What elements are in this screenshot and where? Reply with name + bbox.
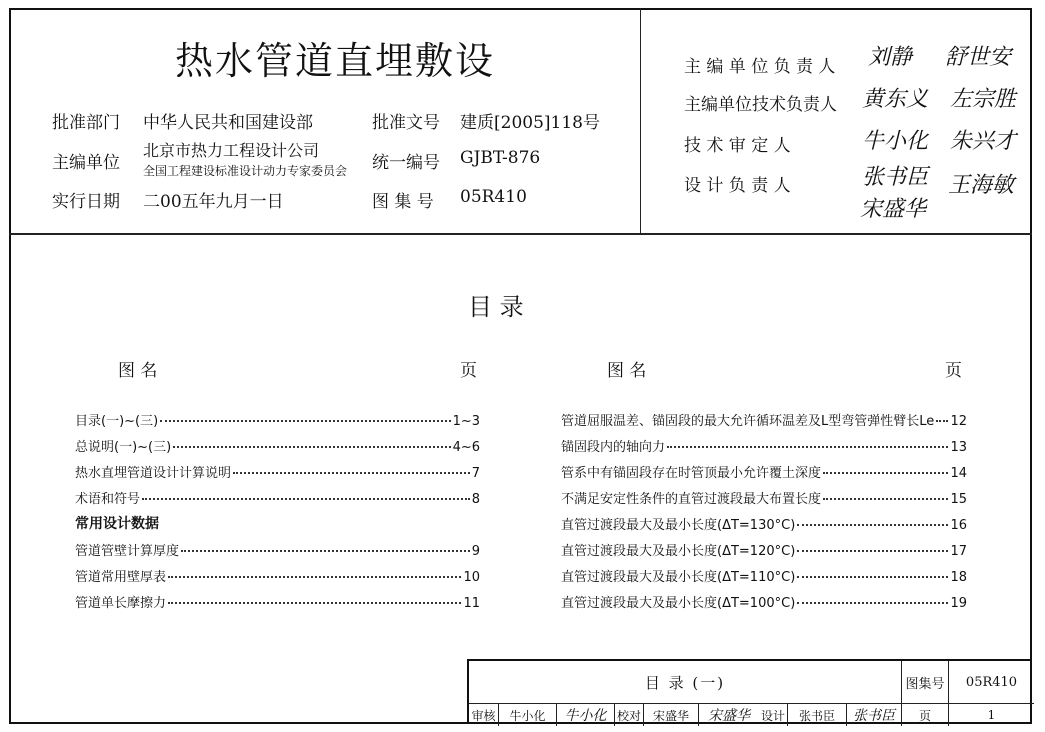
review-signature: 牛小化 (557, 704, 615, 726)
toc-entry[interactable]: 直管过渡段最大及最小长度(ΔT=120°C) 17 (561, 544, 967, 559)
check-name: 宋盛华 (644, 704, 699, 726)
signature: 张书臣 (862, 165, 929, 190)
signature: 左宗胜 (950, 87, 1017, 112)
leader-dots (173, 446, 450, 448)
leader-dots (797, 524, 948, 526)
signature: 王海敏 (948, 173, 1015, 198)
leader-dots (168, 576, 461, 578)
signature: 刘静 (868, 45, 913, 70)
header-vertical-divider (640, 8, 641, 234)
approval-dept-value: 中华人民共和国建设部 (143, 113, 313, 133)
signature: 牛小化 (862, 129, 929, 154)
toc-section-heading: 常用设计数据 (75, 516, 159, 532)
page-value: 1 (987, 708, 996, 722)
design-head-label: 设 计 负 责 人 (684, 176, 791, 196)
leader-dots (797, 576, 948, 578)
design-name: 张书臣 (788, 704, 847, 726)
left-col-page-header: 页 (460, 361, 477, 381)
chief-unit-head-label: 主 编 单 位 负 责 人 (684, 57, 836, 77)
toc-entry[interactable]: 总说明(一)~(三) 4~6 (75, 440, 480, 455)
leader-dots (233, 472, 470, 474)
design-signature: 张书臣 (847, 704, 902, 726)
toc-entry[interactable]: 直管过渡段最大及最小长度(ΔT=130°C) 16 (561, 518, 967, 533)
editor-unit-label: 主编单位 (52, 153, 120, 173)
leader-dots (160, 420, 450, 422)
tech-reviewer-label: 技 术 审 定 人 (684, 136, 791, 156)
toc-title: 目 录 (468, 293, 524, 321)
leader-dots (168, 602, 461, 604)
atlas-no-label: 图集号 (902, 661, 949, 703)
leader-dots (823, 472, 948, 474)
review-label: 审核 (469, 704, 499, 726)
editor-unit-value2: 全国工程建设标准设计动力专家委员会 (143, 164, 348, 178)
signature: 宋盛华 (860, 197, 927, 222)
right-col-page-header: 页 (945, 361, 962, 381)
leader-dots (823, 498, 948, 500)
atlas-no-value: 05R410 (460, 187, 527, 207)
toc-entry[interactable]: 直管过渡段最大及最小长度(ΔT=100°C) 19 (561, 596, 967, 611)
toc-entry[interactable]: 目录(一)~(三) 1~3 (75, 414, 480, 429)
leader-dots (142, 498, 470, 500)
toc-entry[interactable]: 不满足安定性条件的直管过渡段最大布置长度 15 (561, 492, 967, 507)
right-col-name-header: 图 名 (607, 361, 647, 381)
toc-entry[interactable]: 管道屈服温差、锚固段的最大允许循环温差及L型弯管弹性臂长Le 12 (561, 414, 967, 429)
page-label: 页 (902, 704, 949, 726)
check-label: 校对 (615, 704, 644, 726)
unified-no-value: GJBT-876 (460, 148, 541, 168)
toc-entry[interactable]: 热水直埋管道设计计算说明 7 (75, 466, 480, 481)
drawing-title: 目 录 (一) (469, 661, 902, 703)
toc-entry[interactable]: 管系中有锚固段存在时管顶最小允许覆土深度 14 (561, 466, 967, 481)
signature: 舒世安 (945, 45, 1012, 70)
approval-no-value: 建质[2005]118号 (460, 113, 600, 133)
leader-dots (797, 602, 948, 604)
left-col-name-header: 图 名 (118, 361, 158, 381)
effective-date-value: 二00五年九月一日 (143, 192, 284, 212)
toc-entry[interactable]: 锚固段内的轴向力 13 (561, 440, 967, 455)
toc-entry[interactable]: 直管过渡段最大及最小长度(ΔT=110°C) 18 (561, 570, 967, 585)
atlas-no-value: 05R410 (965, 674, 1018, 690)
signature: 朱兴才 (950, 129, 1017, 154)
atlas-title: 热水管道直埋敷设 (175, 39, 496, 83)
title-block (467, 659, 1032, 724)
toc-entry[interactable]: 管道单长摩擦力 11 (75, 596, 480, 611)
toc-entry[interactable]: 管道常用壁厚表 10 (75, 570, 480, 585)
atlas-no-label: 图 集 号 (372, 192, 434, 212)
approval-dept-label: 批准部门 (52, 113, 120, 133)
unified-no-label: 统一编号 (372, 153, 440, 173)
effective-date-label: 实行日期 (52, 192, 120, 212)
leader-dots (667, 446, 948, 448)
leader-dots (936, 420, 948, 422)
approval-no-label: 批准文号 (372, 113, 440, 133)
design-label: 设计 (759, 704, 788, 726)
signature: 黄东义 (862, 87, 929, 112)
toc-entry[interactable]: 术语和符号 8 (75, 492, 480, 507)
check-signature: 宋盛华 (708, 708, 750, 724)
header-divider (9, 233, 1032, 235)
leader-dots (181, 550, 470, 552)
leader-dots (797, 550, 948, 552)
review-name: 牛小化 (499, 704, 557, 726)
toc-entry[interactable]: 管道管壁计算厚度 9 (75, 544, 480, 559)
chief-tech-head-label: 主编单位技术负责人 (684, 95, 837, 115)
editor-unit-value: 北京市热力工程设计公司 (143, 141, 320, 160)
